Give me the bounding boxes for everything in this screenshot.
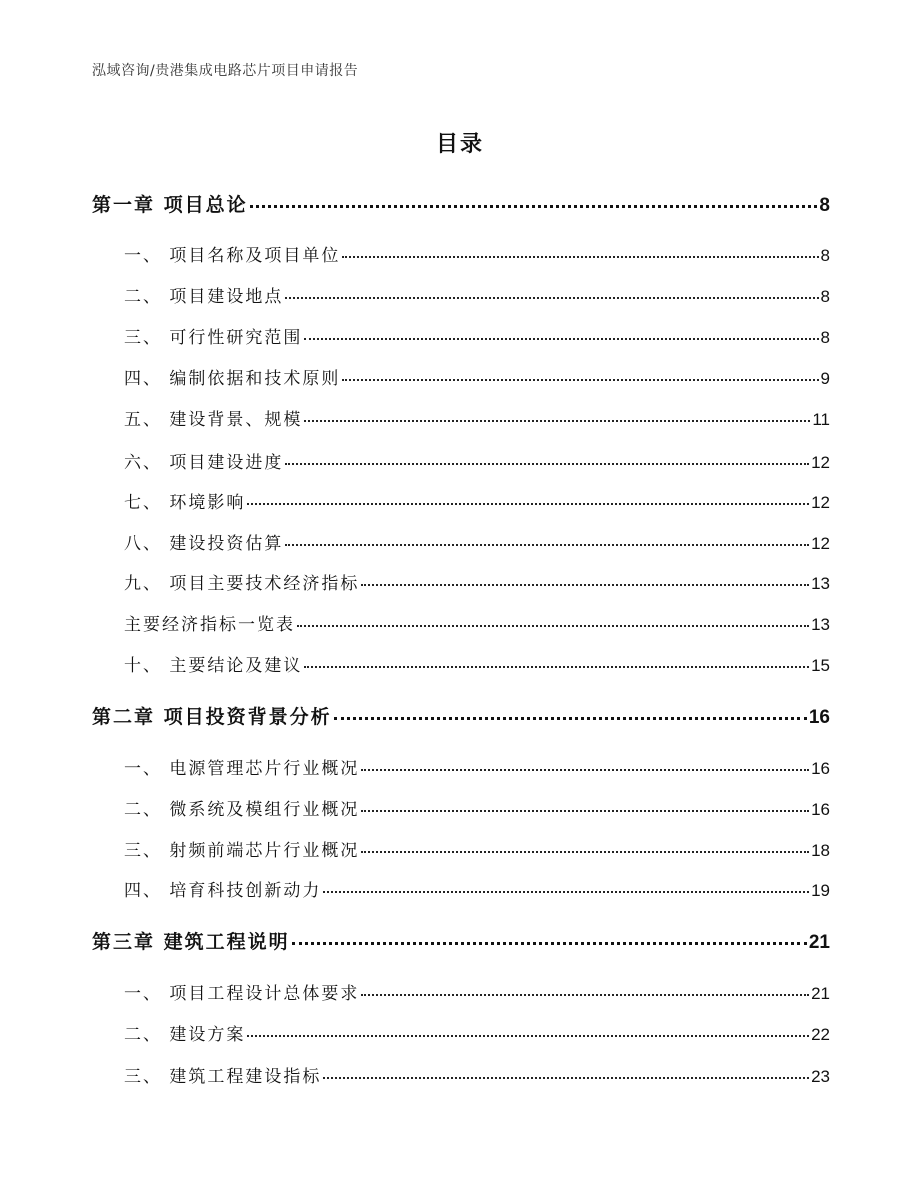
toc-entry-page-number: 16	[811, 759, 830, 778]
toc-entry-page-number: 12	[811, 534, 830, 553]
toc-entry-label: 三、 射频前端芯片行业概况	[124, 841, 360, 861]
dot-leader	[285, 544, 809, 546]
toc-section-entry[interactable]	[92, 282, 830, 307]
running-header: 泓域咨询/贵港集成电路芯片项目申请报告	[92, 63, 359, 79]
toc-section-entry[interactable]	[92, 1020, 830, 1045]
dot-leader	[361, 851, 809, 853]
toc-section-entry[interactable]	[92, 529, 830, 554]
toc-entry-page-number: 21	[808, 932, 830, 953]
toc-entry-page-number: 8	[820, 328, 830, 347]
toc-section-entry[interactable]	[92, 754, 830, 779]
toc-entry-label: 三、 建筑工程建设指标	[124, 1067, 322, 1087]
toc-entry-page-number: 12	[811, 453, 830, 472]
toc-entry-label: 七、 环境影响	[124, 493, 246, 513]
toc-entry-label: 五、 建设背景、规模	[124, 410, 303, 430]
toc-entry-label: 二、 建设方案	[124, 1025, 246, 1045]
dot-leader	[304, 420, 810, 422]
dot-leader	[250, 205, 818, 208]
toc-entry-label: 第二章 项目投资背景分析	[92, 706, 332, 728]
toc-entry-label: 二、 微系统及模组行业概况	[124, 800, 360, 820]
toc-entry-page-number: 16	[811, 800, 830, 819]
toc-entry-label: 九、 项目主要技术经济指标	[124, 574, 360, 594]
toc-entry-label: 主要经济指标一览表	[124, 615, 295, 635]
toc-section-entry[interactable]	[92, 323, 830, 348]
toc-chapter-entry[interactable]	[92, 927, 830, 954]
dot-leader	[323, 891, 809, 893]
dot-leader	[361, 584, 809, 586]
dot-leader	[297, 625, 809, 627]
toc-entry-page-number: 19	[811, 881, 830, 900]
toc-entry-label: 十、 主要结论及建议	[124, 656, 303, 676]
dot-leader	[304, 666, 809, 668]
toc-entry-page-number: 22	[811, 1025, 830, 1044]
toc-chapter-entry[interactable]	[92, 702, 830, 729]
dot-leader	[334, 717, 807, 720]
toc-entry-page-number: 12	[811, 493, 830, 512]
toc-entry-label: 二、 项目建设地点	[124, 287, 284, 307]
toc-entry-page-number: 11	[812, 410, 830, 429]
dot-leader	[247, 1035, 809, 1037]
dot-leader	[285, 463, 809, 465]
toc-entry-label: 第一章 项目总论	[92, 194, 248, 216]
dot-leader	[292, 942, 807, 945]
toc-section-entry[interactable]	[92, 651, 830, 676]
toc-entry-label: 一、 项目工程设计总体要求	[124, 984, 360, 1004]
toc-section-entry[interactable]	[92, 876, 830, 901]
dot-leader	[342, 379, 818, 381]
dot-leader	[342, 256, 818, 258]
dot-leader	[247, 503, 809, 505]
toc-section-entry[interactable]	[92, 448, 830, 473]
toc-title: 目录	[435, 132, 484, 157]
dot-leader	[361, 994, 809, 996]
toc-section-entry[interactable]	[92, 241, 830, 266]
toc-entry-label: 第三章 建筑工程说明	[92, 931, 290, 953]
toc-entry-page-number: 13	[811, 574, 830, 593]
toc-section-entry[interactable]	[92, 836, 830, 861]
toc-entry-page-number: 16	[808, 707, 830, 728]
toc-chapter-entry[interactable]	[92, 190, 830, 217]
toc-entry-page-number: 9	[820, 369, 830, 388]
toc-entry-label: 一、 项目名称及项目单位	[124, 246, 341, 266]
toc-section-entry[interactable]	[92, 610, 830, 635]
toc-section-entry[interactable]	[92, 795, 830, 820]
toc-entry-label: 四、 培育科技创新动力	[124, 881, 322, 901]
toc-entry-page-number: 8	[819, 195, 830, 216]
toc-entry-label: 一、 电源管理芯片行业概况	[124, 759, 360, 779]
toc-section-entry[interactable]	[92, 488, 830, 513]
toc-entry-page-number: 18	[811, 841, 830, 860]
toc-entry-page-number: 21	[811, 984, 830, 1003]
toc-entry-page-number: 15	[811, 656, 830, 675]
toc-section-entry[interactable]	[92, 364, 830, 389]
dot-leader	[361, 810, 809, 812]
toc-section-entry[interactable]	[92, 979, 830, 1004]
toc-entry-page-number: 8	[820, 287, 830, 306]
toc-section-entry[interactable]	[92, 569, 830, 594]
toc-section-entry[interactable]	[92, 1062, 830, 1087]
dot-leader	[304, 338, 818, 340]
toc-entry-label: 四、 编制依据和技术原则	[124, 369, 341, 389]
toc-entry-label: 三、 可行性研究范围	[124, 328, 303, 348]
toc-entry-label: 八、 建设投资估算	[124, 534, 284, 554]
toc-entry-page-number: 23	[811, 1067, 830, 1086]
dot-leader	[323, 1077, 809, 1079]
dot-leader	[285, 297, 818, 299]
toc-entry-page-number: 13	[811, 615, 830, 634]
toc-entry-label: 六、 项目建设进度	[124, 453, 284, 473]
toc-section-entry[interactable]	[92, 405, 830, 430]
dot-leader	[361, 769, 809, 771]
toc-entry-page-number: 8	[820, 246, 830, 265]
